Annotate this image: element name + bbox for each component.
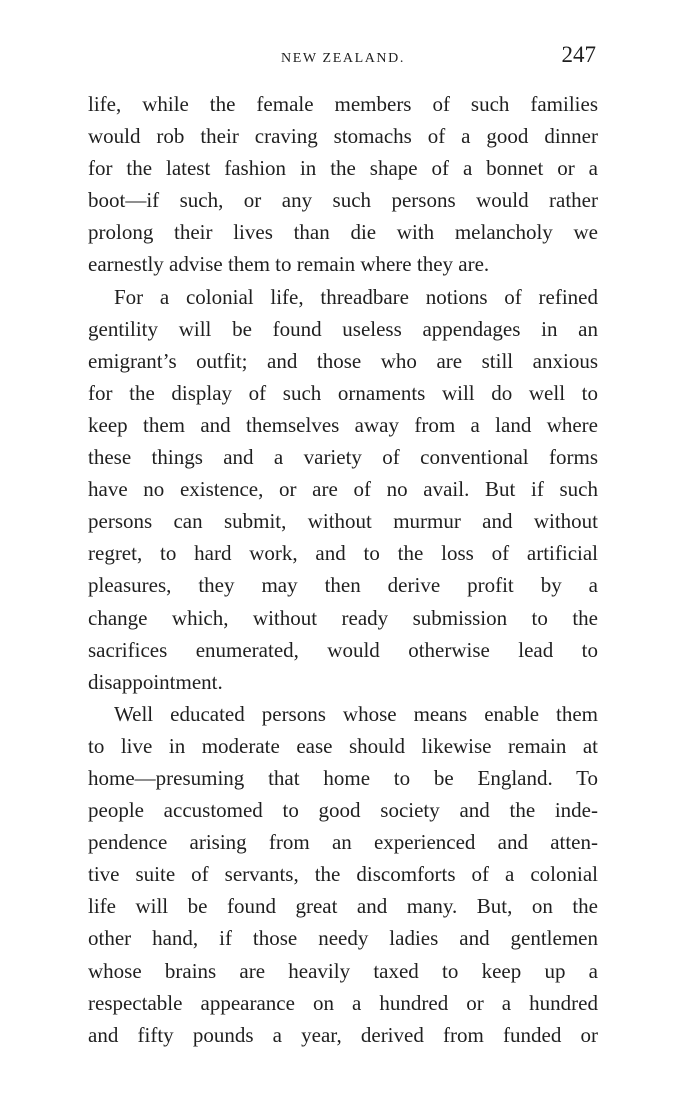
paragraph-3 — [88, 698, 598, 1051]
text-line: Well educated persons whose means enable them — [114, 701, 598, 726]
text-line: these things and a variety of conventional forms — [88, 445, 598, 470]
paragraph-2 — [88, 281, 598, 698]
text-line: gentility will be found useless appendages in an — [88, 316, 598, 341]
text-line: life will be found great and many. But, on the — [88, 894, 598, 919]
text-line: earnestly advise them to remain where they are. — [88, 252, 490, 277]
text-line: and fifty pounds a year, derived from funded or — [88, 1022, 598, 1047]
text-line: for the latest fashion in the shape of a bonnet or a — [88, 156, 598, 181]
running-head — [88, 42, 598, 72]
text-line: other hand, if those needy ladies and gentlemen — [88, 926, 598, 951]
running-title: NEW ZEALAND. — [281, 51, 405, 66]
text-line: For a colonial life, threadbare notions of refined — [114, 284, 598, 309]
text-line: tive suite of servants, the discomforts of a colonial — [88, 862, 598, 887]
text-line: would rob their craving stomachs of a good dinner — [88, 124, 598, 149]
text-line: regret, to hard work, and to the loss of artificial — [88, 541, 598, 566]
text-line: pleasures, they may then derive profit by a — [88, 573, 598, 598]
text-line: pendence arising from an experienced and atten- — [88, 830, 598, 855]
text-line: whose brains are heavily taxed to keep up a — [88, 958, 598, 983]
text-line: keep them and themselves away from a land where — [88, 412, 598, 437]
text-line: disappointment. — [88, 669, 223, 694]
text-line: change which, without ready submission to the — [88, 605, 598, 630]
text-line: respectable appearance on a hundred or a hundred — [88, 990, 598, 1015]
text-line: to live in moderate ease should likewise remain at — [88, 733, 598, 758]
text-line: emigrant’s outfit; and those who are still anxious — [88, 348, 598, 373]
text-line: home—presuming that home to be England. To — [88, 765, 598, 790]
text-line: people accustomed to good society and the inde- — [88, 798, 598, 823]
text-line: boot—if such, or any such persons would rather — [88, 188, 598, 213]
body-text — [88, 88, 598, 1051]
text-line: prolong their lives than die with melancholy we — [88, 220, 598, 245]
text-line: life, while the female members of such families — [88, 92, 598, 116]
text-line: have no existence, or are of no avail. But if such — [88, 477, 598, 502]
text-line: for the display of such ornaments will do well to — [88, 380, 598, 405]
text-line: sacrifices enumerated, would otherwise lead to — [88, 637, 598, 662]
paragraph-1 — [88, 88, 598, 281]
text-line: persons can submit, without murmur and without — [88, 509, 598, 534]
page-number: 247 — [561, 42, 596, 67]
